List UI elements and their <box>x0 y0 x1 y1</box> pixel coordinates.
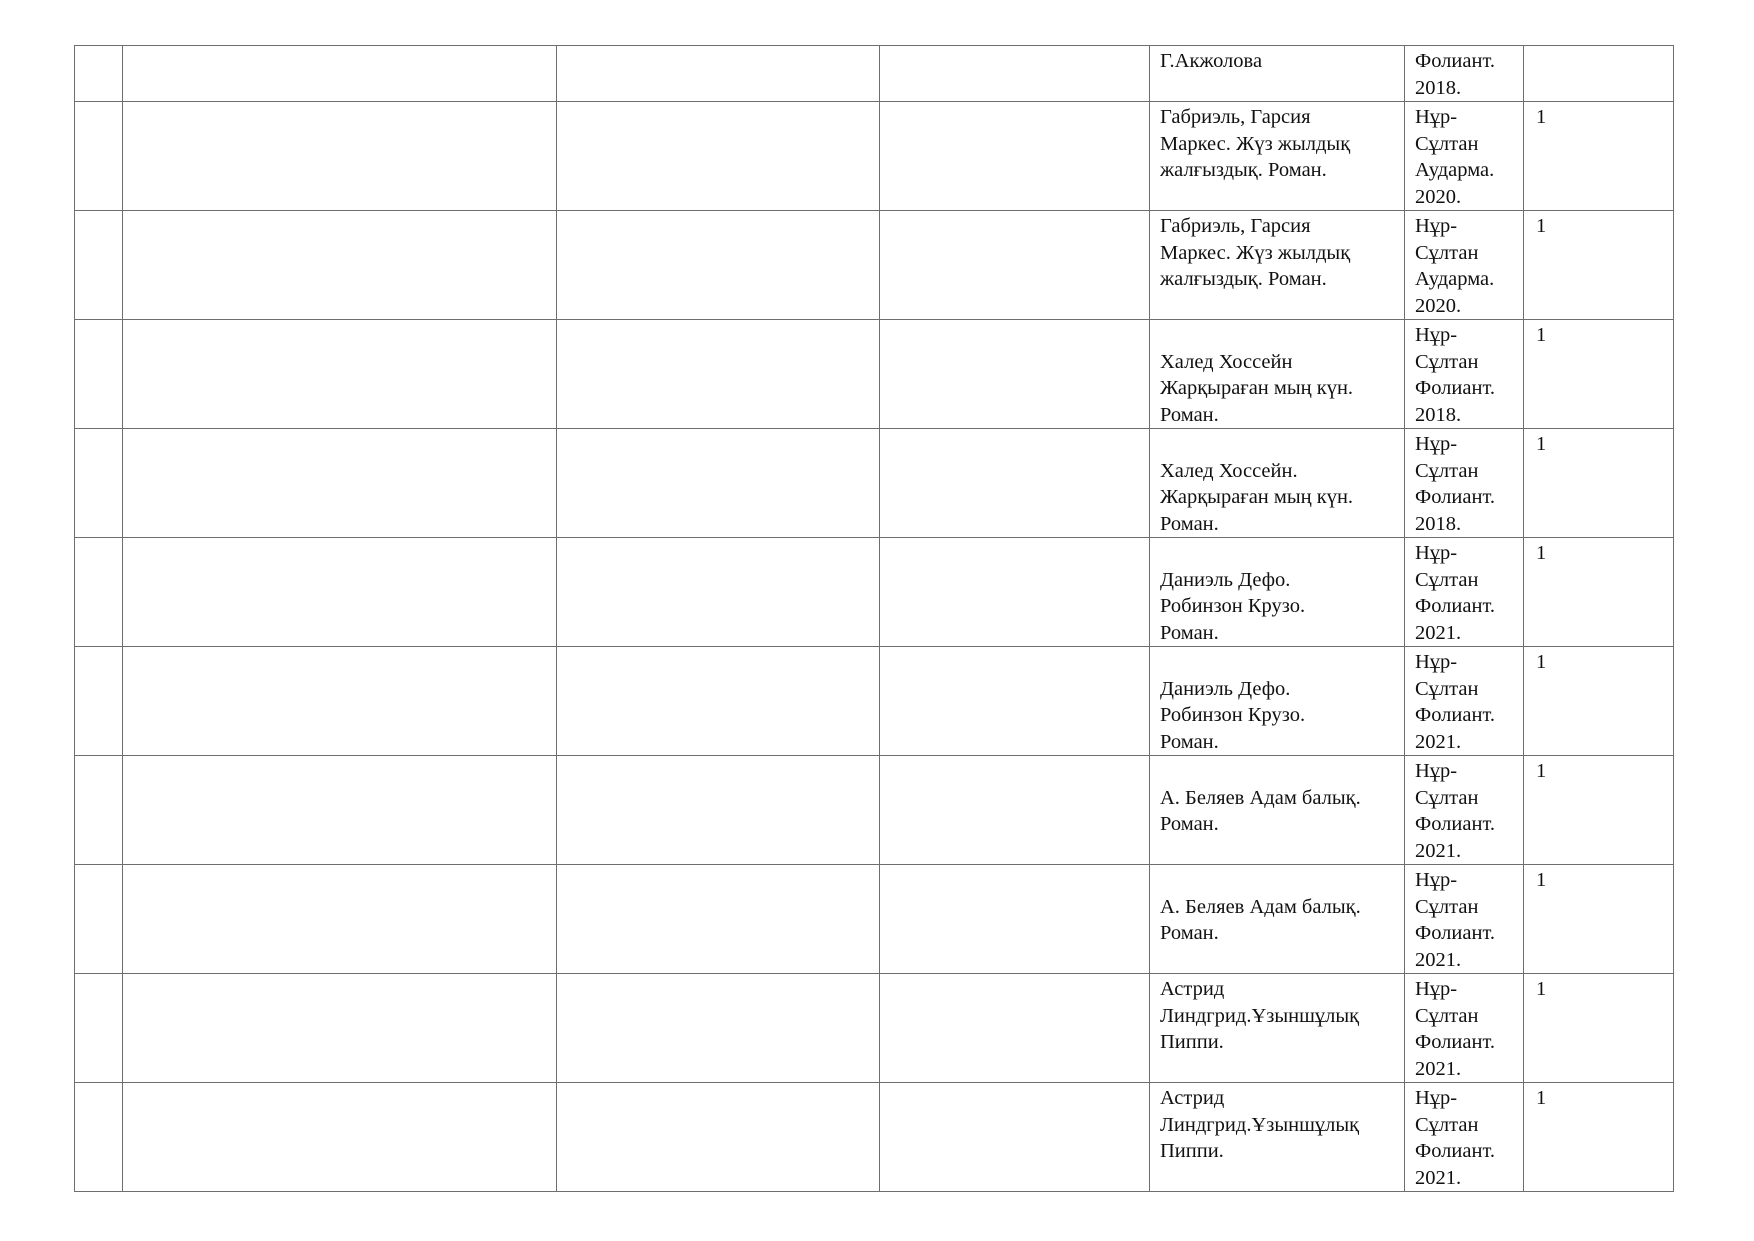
publisher-cell <box>1405 320 1524 429</box>
number-cell <box>75 974 123 1083</box>
empty-cell <box>123 46 557 102</box>
table-row <box>75 865 1674 974</box>
empty-cell <box>880 102 1150 211</box>
book-title: А. Беляев Адам балық. Роман. <box>1160 895 1361 944</box>
book-title-cell <box>1150 46 1405 102</box>
empty-cell <box>557 102 880 211</box>
publisher-cell <box>1405 538 1524 647</box>
count-cell <box>1524 647 1674 756</box>
empty-cell <box>880 865 1150 974</box>
book-title-cell <box>1150 429 1405 538</box>
empty-cell <box>123 756 557 865</box>
publisher-cell <box>1405 1083 1524 1192</box>
number-cell <box>75 647 123 756</box>
empty-cell <box>123 1083 557 1192</box>
number-cell <box>75 211 123 320</box>
table-row <box>75 974 1674 1083</box>
count-cell <box>1524 974 1674 1083</box>
count-cell <box>1524 429 1674 538</box>
empty-cell <box>123 211 557 320</box>
number-cell <box>75 320 123 429</box>
count-cell <box>1524 865 1674 974</box>
publisher-cell <box>1405 102 1524 211</box>
empty-cell <box>123 320 557 429</box>
table-row <box>75 320 1674 429</box>
copy-count: 1 <box>1536 106 1547 128</box>
book-title-cell <box>1150 538 1405 647</box>
book-title: Астрид Линдгрид.Ұзыншұлық Пиппи. <box>1160 978 1360 1053</box>
number-cell <box>75 429 123 538</box>
number-cell <box>75 538 123 647</box>
number-cell <box>75 865 123 974</box>
book-title: А. Беляев Адам балық. Роман. <box>1160 786 1361 835</box>
book-title-cell <box>1150 211 1405 320</box>
table-row <box>75 1083 1674 1192</box>
publisher-cell <box>1405 974 1524 1083</box>
copy-count: 1 <box>1536 869 1547 891</box>
empty-cell <box>557 538 880 647</box>
publisher-cell <box>1405 647 1524 756</box>
empty-cell <box>123 865 557 974</box>
count-cell <box>1524 320 1674 429</box>
count-cell <box>1524 102 1674 211</box>
book-title: Даниэль Дефо. Робинзон Крузо. Роман. <box>1160 677 1306 753</box>
publisher-info: Нұр- Сұлтан Фолиант. 2021. <box>1415 978 1495 1080</box>
book-title: Г.Акжолова <box>1160 50 1263 72</box>
book-title-cell <box>1150 865 1405 974</box>
publisher-info: Нұр- Сұлтан Фолиант. 2018. <box>1415 324 1495 426</box>
empty-cell <box>557 46 880 102</box>
table-row <box>75 538 1674 647</box>
empty-cell <box>880 1083 1150 1192</box>
book-title: Габриэль, Гарсия Маркес. Жүз жылдық жалғыздық. Роман. <box>1160 215 1351 290</box>
empty-cell <box>557 756 880 865</box>
empty-cell <box>123 429 557 538</box>
copy-count: 1 <box>1536 542 1547 564</box>
number-cell <box>75 46 123 102</box>
book-title: Астрид Линдгрид.Ұзыншұлық Пиппи. <box>1160 1087 1360 1162</box>
publisher-info: Нұр- Сұлтан Аударма. 2020. <box>1415 215 1495 317</box>
empty-cell <box>123 102 557 211</box>
copy-count: 1 <box>1536 760 1547 782</box>
empty-cell <box>557 647 880 756</box>
empty-cell <box>557 1083 880 1192</box>
table-row <box>75 756 1674 865</box>
copy-count: 1 <box>1536 1087 1547 1109</box>
copy-count: 1 <box>1536 978 1547 1000</box>
empty-cell <box>880 211 1150 320</box>
publisher-info: Фолиант. 2018. <box>1415 50 1495 99</box>
book-title: Габриэль, Гарсия Маркес. Жүз жылдық жалғыздық. Роман. <box>1160 106 1351 181</box>
publisher-info: Нұр- Сұлтан Фолиант. 2021. <box>1415 869 1495 971</box>
publisher-info: Нұр- Сұлтан Аударма. 2020. <box>1415 106 1495 208</box>
book-title: Халед Хоссейн. Жарқыраған мың күн. Роман. <box>1160 459 1354 535</box>
book-title-cell <box>1150 1083 1405 1192</box>
book-title-cell <box>1150 756 1405 865</box>
publisher-info: Нұр- Сұлтан Фолиант. 2021. <box>1415 1087 1495 1189</box>
book-title: Халед Хоссейн Жарқыраған мың күн. Роман. <box>1160 350 1354 426</box>
empty-cell <box>880 538 1150 647</box>
book-title-cell <box>1150 102 1405 211</box>
publisher-cell <box>1405 211 1524 320</box>
empty-cell <box>557 320 880 429</box>
empty-cell <box>123 647 557 756</box>
empty-cell <box>880 429 1150 538</box>
table-row <box>75 429 1674 538</box>
publisher-info: Нұр- Сұлтан Фолиант. 2018. <box>1415 433 1495 535</box>
number-cell <box>75 102 123 211</box>
empty-cell <box>880 647 1150 756</box>
empty-cell <box>880 46 1150 102</box>
book-list-table <box>74 45 1674 1192</box>
count-cell <box>1524 211 1674 320</box>
table-row <box>75 46 1674 102</box>
copy-count: 1 <box>1536 651 1547 673</box>
empty-cell <box>123 538 557 647</box>
empty-cell <box>557 974 880 1083</box>
copy-count: 1 <box>1536 433 1547 455</box>
empty-cell <box>880 320 1150 429</box>
count-cell <box>1524 1083 1674 1192</box>
table-body <box>75 46 1674 1192</box>
empty-cell <box>123 974 557 1083</box>
publisher-info: Нұр- Сұлтан Фолиант. 2021. <box>1415 651 1495 753</box>
empty-cell <box>557 211 880 320</box>
publisher-cell <box>1405 756 1524 865</box>
book-title-cell <box>1150 974 1405 1083</box>
copy-count: 1 <box>1536 215 1547 237</box>
publisher-cell <box>1405 429 1524 538</box>
empty-cell <box>557 865 880 974</box>
count-cell <box>1524 46 1674 102</box>
empty-cell <box>880 974 1150 1083</box>
table-row <box>75 102 1674 211</box>
empty-cell <box>880 756 1150 865</box>
book-title-cell <box>1150 647 1405 756</box>
book-title: Даниэль Дефо. Робинзон Крузо. Роман. <box>1160 568 1306 644</box>
copy-count: 1 <box>1536 324 1547 346</box>
count-cell <box>1524 538 1674 647</box>
table-row <box>75 647 1674 756</box>
table-row <box>75 211 1674 320</box>
number-cell <box>75 756 123 865</box>
empty-cell <box>557 429 880 538</box>
count-cell <box>1524 756 1674 865</box>
book-title-cell <box>1150 320 1405 429</box>
publisher-cell <box>1405 46 1524 102</box>
number-cell <box>75 1083 123 1192</box>
publisher-cell <box>1405 865 1524 974</box>
publisher-info: Нұр- Сұлтан Фолиант. 2021. <box>1415 542 1495 644</box>
publisher-info: Нұр- Сұлтан Фолиант. 2021. <box>1415 760 1495 862</box>
